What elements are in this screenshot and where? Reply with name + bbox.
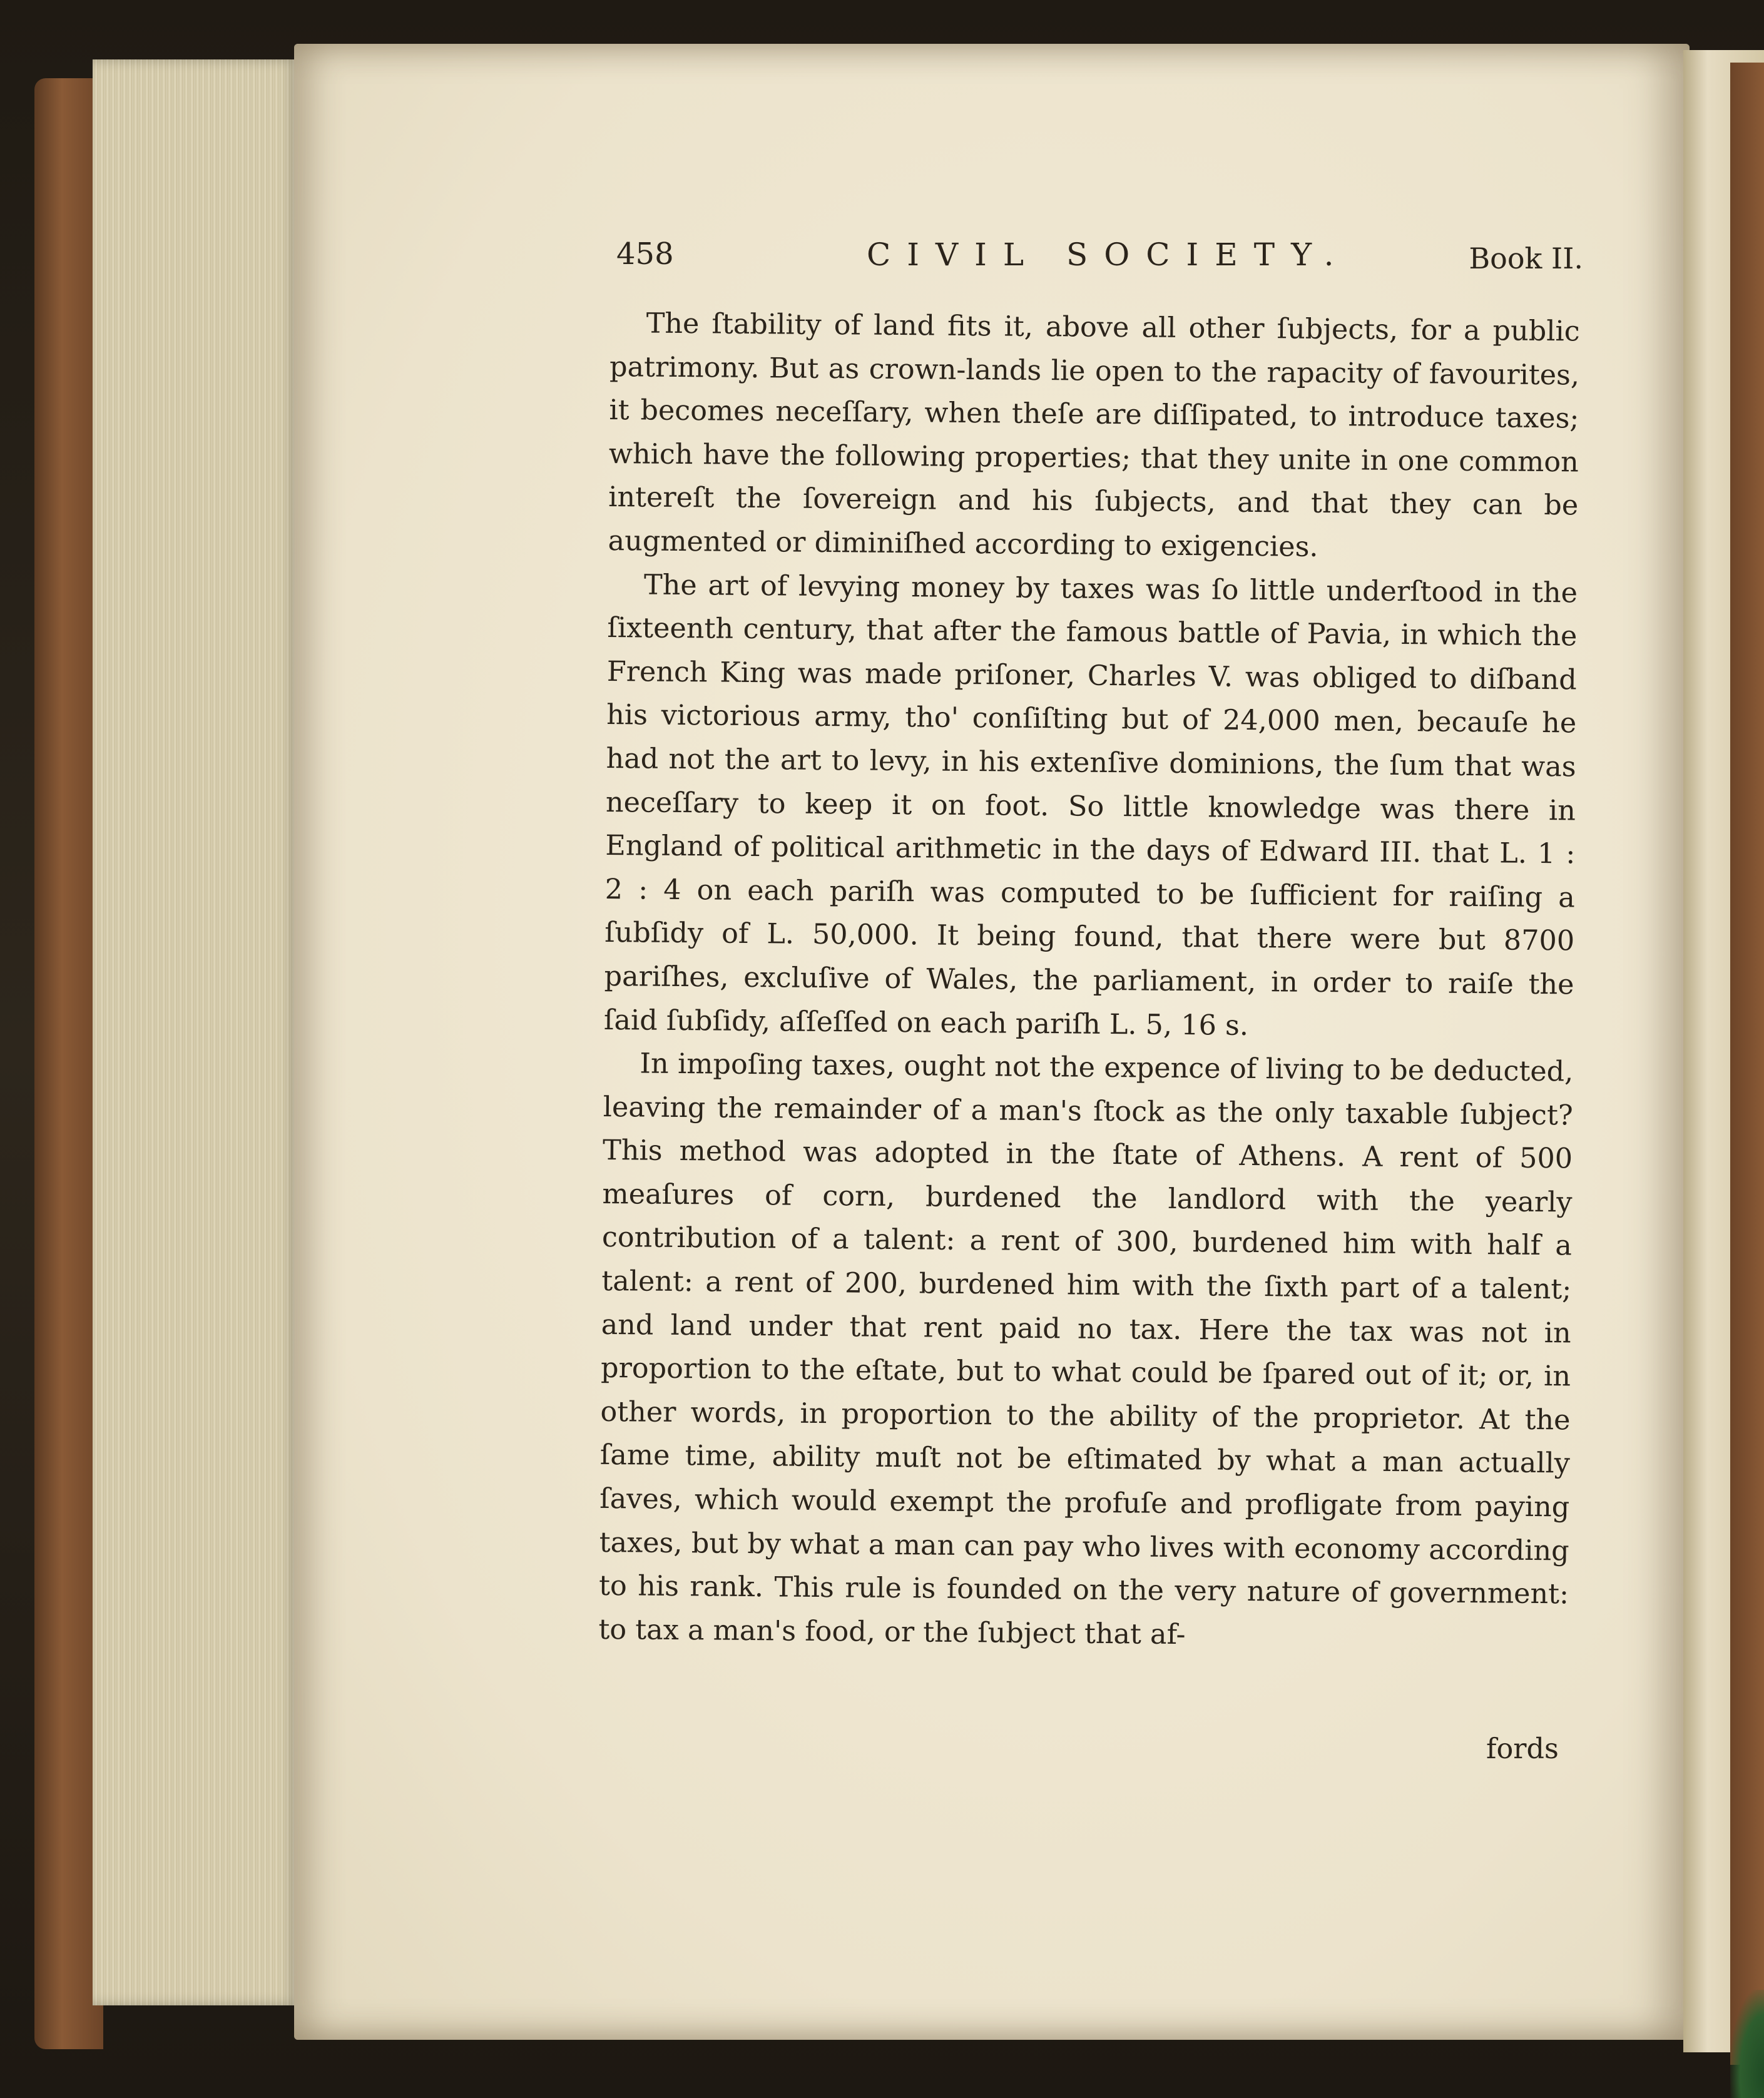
paragraph: In impoſing taxes, ought not the expence of living to be deducted, leaving the remainder of a man's ſtock as the only taxable ſubject? This method was adopted in the ſtate of Athens. A rent of 500 meaſures of corn, burdened the landlord with the yearly contribution of a talent: a rent of 300, burdened him with half a talent: a rent of 200, burdened him with the ſixth part of a talent; and land under that rent paid no tax. Here the tax was not in proportion to the eſtate, but to what could be ſpared out of it; or, in other words, in proportion to the ability of the proprietor. At the ſame time, ability muſt not be eſtimated by what a man actually ſaves, which would exempt the profuſe and profligate from paying taxes, but by what a man can pay who lives with economy according to his rank. This rule is founded on the very nature of government: to tax a man's food, or the ſubject that af- (598, 1047, 1574, 1651)
book-label: Book II. (1469, 242, 1583, 275)
running-header (616, 237, 1583, 287)
body-text (598, 302, 1580, 1660)
right-cover (1730, 63, 1764, 2065)
page-number: 458 (616, 237, 674, 272)
page-edges (93, 59, 299, 2005)
running-title: CIVIL SOCIETY. (867, 237, 1350, 273)
paragraph: The ſtability of land fits it, above all other ſubjects, for a public patrimony. But as crown-lands lie open to the rapacity of favourites, it becomes neceſſary, when theſe are diſſipated, to introduce taxes; which have the following properties; that they unite in one common intereſt the ſovereign and his ſubjects, and that they can be augmented or diminiſhed according to exigencies. (608, 307, 1580, 563)
paragraph: The art of levying money by taxes was ſo little underſtood in the ſixteenth century, that after the famous battle of Pavia, in which the French King was made priſoner, Charles V. was obliged to diſband his victorious army, tho' conſiſting but of 24,000 men, becauſe he had not the art to levy, in his extenſive dominions, the ſum that was neceſſary to keep it on foot. So little knowledge was there in England of political arithmetic in the days of Edward III. that L. 1 : 2 : 4 on each pariſh was computed to be ſufficient for raiſing a ſubſidy of L. 50,000. It being found, that there were but 8700 pariſhes, excluſive of Wales, the parliament, in order to raiſe the ſaid ſubſidy, aſſeſſed on each pariſh L. 5, 16 s. (603, 569, 1578, 1042)
leaf-decoration (1730, 1990, 1764, 2098)
catchword: fords (1486, 1733, 1559, 1765)
